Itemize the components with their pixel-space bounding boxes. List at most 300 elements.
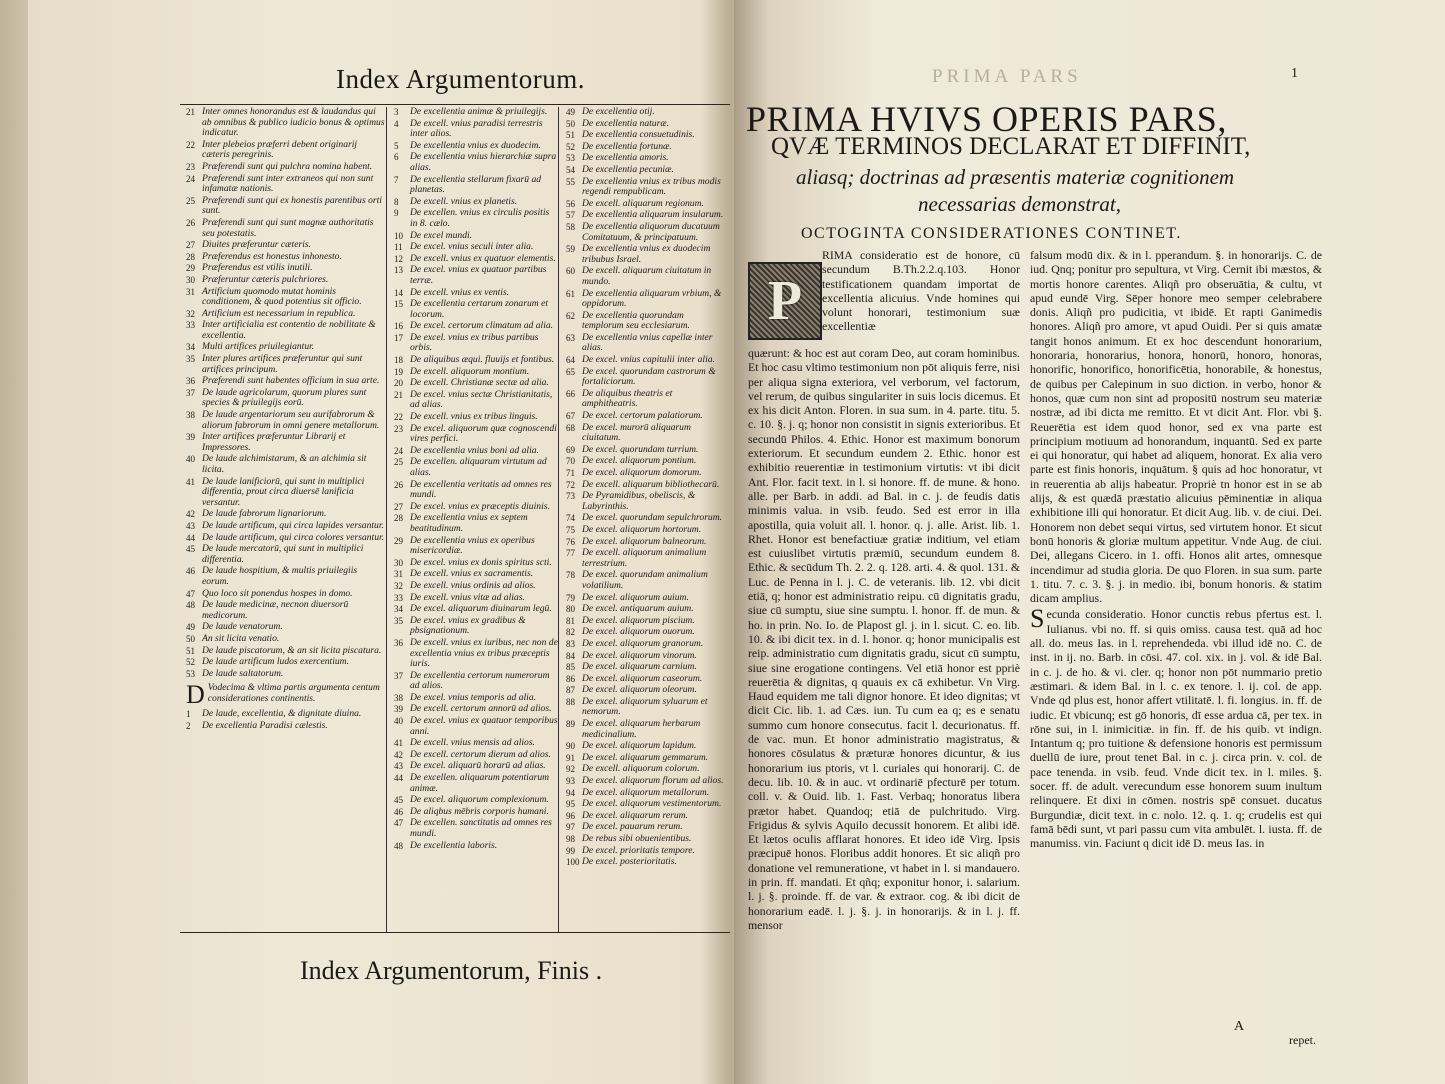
index-entry-text: De excel. quorundam animalium volatilium. bbox=[582, 569, 708, 591]
index-entry bbox=[394, 355, 558, 366]
index-entry-number: 24 bbox=[394, 445, 403, 456]
index-entry-text: De excell. aliquorum montium. bbox=[410, 365, 530, 377]
index-entry-number: 83 bbox=[566, 638, 575, 649]
index-entry bbox=[566, 423, 726, 444]
index-entry-number: 23 bbox=[394, 423, 403, 434]
index-entry-text: De excel. aliquorum ouorum. bbox=[582, 626, 695, 638]
index-entry-number: 47 bbox=[186, 588, 195, 599]
index-entry bbox=[566, 177, 726, 198]
index-entry-text: De excellentia consuetudinis. bbox=[582, 129, 695, 141]
index-entry bbox=[394, 446, 558, 457]
index-table bbox=[180, 104, 730, 933]
index-entry bbox=[566, 548, 726, 569]
index-entry bbox=[566, 210, 726, 221]
index-entry bbox=[394, 581, 558, 592]
index-entry bbox=[186, 721, 386, 732]
index-entry-number: 84 bbox=[566, 650, 575, 661]
paragraph-second-consideration bbox=[1030, 604, 1322, 851]
index-header: Index Argumentorum. bbox=[336, 64, 585, 94]
index-entry-text: De excel. aliquarum herbarum medicinalium. bbox=[582, 718, 701, 740]
index-entry-number: 81 bbox=[566, 615, 575, 626]
index-entry-number: 3 bbox=[394, 107, 399, 117]
index-entry-text: De excellentia vnius hierarchiæ supra alias. bbox=[410, 151, 557, 173]
index-entry bbox=[566, 537, 726, 548]
index-entry-text: De excel. certorum palatiorum. bbox=[582, 410, 703, 422]
index-entry bbox=[566, 153, 726, 164]
index-entry-text: Præferendi sunt qui pulchra nomina habent. bbox=[202, 160, 373, 172]
index-entry bbox=[566, 142, 726, 153]
index-entry-number: 72 bbox=[566, 479, 575, 490]
index-entry-number: 73 bbox=[566, 491, 575, 502]
index-entry-text: De excellentia vnius ex septem beatitudinum. bbox=[410, 512, 528, 534]
index-entry bbox=[394, 761, 558, 772]
index-entry-number: 42 bbox=[186, 509, 195, 520]
index-entry-text: De laude artificum ludos exercentium. bbox=[202, 656, 349, 668]
index-entry-text: Præferuntur cæteris pulchriores. bbox=[202, 273, 329, 285]
paragraph: quærunt: & hoc est aut coram Deo, aut coram hominibus. Et hoc casu vltimo testimonium non pōt aliquis ferre, nisi per aliqua signa exteriora, vel verborum, vel factorum, vel rerum, de quibus singulariter in suis locis dicemus. Et ex his dicit Anton. Floren. in sua sum. in 4. parte. titu. 5. c. 10. §. j. q; honor non consistit in signis exterioribus. Et secundū Philos. 4. Ethic. Honor est maximum bonorum exteriorum. Et secundum eundem 2. Ethic. honor est exhibitio reuerentiæ in testimonium virtutis: vt ibi dicit Ant. Flor. facit text. in l. si honore. ff. de mune. & hono. alle. per Barb. in addi. ad Bal. in c. j. de feudis datis minimis valua. in vsib. feudo. Sed est error in illa apostilla, quia voluit all. l. honor. q. j. alle. Arist. lib. 1. Rhet. Honor est benefactiuæ gratiæ inditium, vel etiam est cuiuslibet virtutis præmiū, secundum eundem 8. Ethic. & secūdum Th. 2. 2. q. 128. arti. 4. & quol. 131. & Luc. de Penna in l. j. C. de veteranis. lib. 12. vbi dicit etiā, q; honor est administratio reipu. cū dignitatis gradu, siue cū sumptu, siue sine sumptu. l. honor. ff. de mun. & ho. in prin. No. Io. de Plapost gl. j. in l. sicut. C. eo. lib. 10. & ibi dicit tex. in d. l. honor. q; honor municipalis est reip. administratio cum dignitatis gradu, sicut cū sumptu, siue sine erogatione contingens. Vel etiā honor est ppriè reuerētia & dignitas, q quauis ex cā exhibetur. Vn Virg. Haud equidem me tali dignor honore. Et ideo dignitas; vt dicit Cic. lib. 1. ad Cæs. iun. Tu cum ea q; es e senatu summo cum honore consecutus. facit l. decurionatus. ff. de vac. mun. Et honor administratio magistratus, & honores cōsulatus & præturæ honores dicuntur, & ius honorarium ius ptoris, vt l. curiales qui honorarij. C. de decu. lib. 10. & in auc. vt ordinariē pfecturē per totum. coll. v. & Ouid. lib. 1. Fast. Verbaq; honoratus libera prætor habet. Quandoq; etiā de pulchritudo. Virg. Frigidus & sylvis Aquilo decussit honorem. Et alibi idē. Et lætos oculis afflarat honores. Et ideo idē Virg. Ipsis præcipuē honos. Floribus addit honores. Et sic aliqñ pro donatione vel remuneratione, vt habet in l. si mandauero. in prin. ff. mandati. Et qñq; exponitur honor, i. salarium. l. j. §. proinde. ff. de var. & extraor. cog. & ibi dicit de honorarium eadē. l. j. §. j. in honorarijs. & in l. j. ff. mensor bbox=[748, 346, 1020, 932]
index-entry-number: 88 bbox=[566, 696, 575, 707]
index-entry-text: De excel. certorum climatum ad alia. bbox=[410, 320, 554, 332]
index-entry-number: 77 bbox=[566, 548, 575, 559]
index-entry-text: De excellentia pecuniæ. bbox=[582, 163, 674, 175]
index-entry-number: 28 bbox=[394, 513, 403, 524]
index-entry bbox=[394, 152, 558, 173]
index-entry-number: 22 bbox=[394, 412, 403, 423]
index-entry bbox=[566, 662, 726, 673]
index-entry-number: 34 bbox=[394, 604, 403, 615]
index-entry-number: 85 bbox=[566, 662, 575, 673]
section-heading: OCTOGINTA CONSIDERATIONES CONTINET. bbox=[801, 225, 1182, 242]
index-entry-number: 46 bbox=[394, 806, 403, 817]
index-entry bbox=[186, 320, 386, 341]
index-column-3 bbox=[566, 107, 726, 932]
index-entry-number: 8 bbox=[394, 196, 399, 207]
index-entry bbox=[394, 704, 558, 715]
index-entry-text: De excel. vnius capitulii inter alia. bbox=[582, 354, 715, 366]
index-entry-text: De excel. vnius temporis ad alia. bbox=[410, 691, 537, 703]
index-entry-text: An sit licita venatio. bbox=[202, 632, 280, 644]
index-entry-number: 5 bbox=[394, 140, 399, 151]
index-entry-number: 21 bbox=[186, 107, 195, 117]
index-entry-text: Inter artificialia est contentio de nobilitate & excellentia. bbox=[202, 319, 376, 341]
index-entry-text: De excell. vnius ex ventis. bbox=[410, 286, 510, 298]
index-entry-text: De aliqbus mēbris corporis humani. bbox=[410, 805, 549, 817]
index-entry-text: De excel mundi. bbox=[410, 229, 473, 241]
index-entry-text: Præferendus est vtilis inutili. bbox=[202, 262, 313, 274]
index-footer: Index Argumentorum, Finis . bbox=[300, 956, 603, 985]
index-entry bbox=[394, 321, 558, 332]
index-entry-number: 30 bbox=[186, 274, 195, 285]
part-title: PRIMA HVIVS OPERIS PARS, bbox=[746, 99, 1227, 139]
index-entry-number: 10 bbox=[394, 230, 403, 241]
index-entry-text: De excel. aliquorum domorum. bbox=[582, 467, 702, 478]
index-entry-number: 91 bbox=[566, 752, 575, 763]
index-entry bbox=[566, 776, 726, 787]
index-entry-number: 61 bbox=[566, 288, 575, 299]
body-text-column-2 bbox=[1030, 248, 1322, 1016]
index-entry-text: De excel. aliquorum auium. bbox=[582, 591, 689, 603]
index-entry bbox=[186, 140, 386, 161]
index-entry-text: De excel. aliquorum syluarum et nemorum. bbox=[582, 695, 708, 718]
index-entry-text: De excel. vnius sectæ Christianitatis, ad alias. bbox=[410, 388, 553, 411]
index-entry-text: De excellentia fortunæ. bbox=[582, 140, 672, 152]
index-entry-number: 35 bbox=[186, 354, 195, 365]
index-entry-text: De excellen. aliquarum virtutum ad alias. bbox=[410, 456, 547, 478]
index-entry bbox=[394, 818, 558, 839]
index-entry bbox=[186, 162, 386, 173]
index-entry-number: 86 bbox=[566, 673, 575, 684]
index-entry bbox=[394, 390, 558, 411]
index-entry-number: 45 bbox=[394, 795, 403, 806]
index-entry-number: 82 bbox=[566, 627, 575, 638]
index-heading-text: Vodecima & vltima partis argumenta centum considerationes continentis. bbox=[207, 682, 380, 704]
index-entry-text: De aliquibus æqui. fluuijs et fontibus. bbox=[410, 354, 555, 366]
index-entry-text: De excel. aliquorum granorum. bbox=[582, 637, 704, 649]
index-entry-number: 37 bbox=[186, 387, 195, 398]
index-entry bbox=[186, 600, 386, 621]
index-entry bbox=[566, 651, 726, 662]
index-entry bbox=[566, 355, 726, 366]
index-entry-text: De excel. quorundam castrorum & fortaliciorum. bbox=[582, 365, 716, 388]
decorated-initial-letter: P bbox=[767, 270, 803, 332]
index-entry-number: 89 bbox=[566, 719, 575, 730]
index-entry-text: De excellentia naturæ. bbox=[582, 117, 670, 129]
index-entry bbox=[394, 299, 558, 320]
index-entry-text: De excell. vnius ordinis ad alios. bbox=[410, 579, 536, 591]
index-entry-text: De excel. aliquorum quæ cognoscendi vires perfici. bbox=[410, 422, 557, 445]
index-entry-number: 20 bbox=[394, 378, 403, 389]
index-entry-number: 17 bbox=[394, 332, 403, 343]
index-entry bbox=[566, 685, 726, 696]
italic-line-2: necessarias demonstrat, bbox=[918, 192, 1121, 216]
index-entry-text: De excell. Christianæ sectæ ad alia. bbox=[410, 377, 549, 389]
index-entry-number: 55 bbox=[566, 176, 575, 187]
index-entry-text: De excel. aliquorum oleorum. bbox=[582, 684, 697, 696]
index-entry-number: 94 bbox=[566, 787, 575, 798]
index-entry bbox=[394, 107, 558, 118]
index-entry-number: 22 bbox=[186, 139, 195, 150]
index-entry-text: De excel. aliquarū horarū ad alias. bbox=[410, 760, 546, 772]
index-entry-number: 65 bbox=[566, 366, 575, 377]
index-entry bbox=[186, 263, 386, 274]
index-entry-number: 64 bbox=[566, 355, 575, 366]
index-entry-text: De excellen. sanctitatis ad omnes res mundi. bbox=[410, 817, 552, 839]
index-entry bbox=[186, 354, 386, 375]
index-entry bbox=[566, 674, 726, 685]
index-entry-number: 43 bbox=[186, 520, 195, 531]
index-entry bbox=[186, 657, 386, 668]
index-entry-text: Artificium quomodo mutat hominis conditionem, & quod potentius sit officio. bbox=[202, 285, 362, 308]
index-entry-text: De excel. aliquorum complexionum. bbox=[410, 794, 549, 806]
index-entry-text: De excellentia vnius ex duodecim. bbox=[410, 139, 541, 151]
index-entry-number: 93 bbox=[566, 776, 575, 787]
index-entry-text: De excellen. aliquarum potentiarum animæ. bbox=[410, 772, 550, 794]
index-entry bbox=[566, 130, 726, 141]
index-entry bbox=[186, 669, 386, 680]
index-entry-number: 39 bbox=[394, 704, 403, 715]
index-entry-number: 28 bbox=[186, 251, 195, 262]
index-entry bbox=[566, 289, 726, 310]
index-entry-text: De excel. posterioritatis. bbox=[582, 856, 677, 868]
index-entry-text: De excellentia vnius boni ad alia. bbox=[410, 444, 539, 456]
index-entry bbox=[394, 197, 558, 208]
index-entry-text: De excel. aliquarum rerum. bbox=[582, 809, 688, 821]
index-entry-number: 31 bbox=[186, 286, 195, 297]
index-entry-text: Inter artifices præferuntur Librarij et Impressores. bbox=[202, 431, 346, 453]
index-entry bbox=[566, 846, 726, 857]
index-entry bbox=[394, 671, 558, 692]
index-entry-text: De excel. aliquorum caseorum. bbox=[582, 672, 703, 684]
index-entry-number: 54 bbox=[566, 164, 575, 175]
index-entry bbox=[394, 604, 558, 615]
index-entry bbox=[186, 410, 386, 431]
index-entry bbox=[186, 533, 386, 544]
index-entry bbox=[186, 709, 386, 720]
index-entry bbox=[394, 231, 558, 242]
index-entry-text: De excellentia animæ & priuilegijs. bbox=[410, 107, 548, 117]
index-entry-text: De laude venatorum. bbox=[202, 621, 283, 633]
index-entry bbox=[394, 254, 558, 265]
index-entry-number: 39 bbox=[186, 432, 195, 443]
index-entry-number: 66 bbox=[566, 388, 575, 399]
index-entry bbox=[186, 646, 386, 657]
index-entry-number: 11 bbox=[394, 242, 403, 253]
index-entry-text: De excellentia certarum zonarum et locorum. bbox=[410, 298, 549, 320]
index-entry-text: De excell. aliquorum animalium terrestrium. bbox=[582, 547, 707, 569]
index-entry-text: De excellentia vnius ex tribus modis regendi rempublicam. bbox=[582, 175, 721, 198]
index-entry-text: De excel. vnius ex quatuor temporibus anni. bbox=[410, 715, 558, 737]
index-entry bbox=[394, 716, 558, 737]
index-entry-number: 6 bbox=[394, 152, 399, 163]
index-heading-initial: D bbox=[186, 680, 205, 710]
index-entry-text: De excellentia vnius capellæ inter alias. bbox=[582, 331, 713, 354]
index-entry bbox=[566, 822, 726, 833]
index-entry-number: 15 bbox=[394, 299, 403, 310]
index-entry bbox=[566, 719, 726, 740]
index-entry-number: 51 bbox=[566, 130, 575, 141]
index-entry-number: 40 bbox=[186, 454, 195, 465]
index-entry-text: De excell. vnius mensis ad alios. bbox=[410, 737, 535, 749]
index-entry bbox=[186, 509, 386, 520]
index-entry-number: 79 bbox=[566, 592, 575, 603]
index-entry-text: De excel. aliquorum balneorum. bbox=[582, 535, 707, 547]
index-entry bbox=[394, 738, 558, 749]
index-entry-number: 49 bbox=[566, 107, 575, 117]
index-entry bbox=[394, 502, 558, 513]
index-entry bbox=[566, 119, 726, 130]
index-entry-number: 58 bbox=[566, 221, 575, 232]
index-entry bbox=[566, 491, 726, 512]
index-entry bbox=[186, 622, 386, 633]
catchword: repet. bbox=[1289, 1033, 1316, 1047]
index-entry-number: 68 bbox=[566, 422, 575, 433]
index-entry-number: 37 bbox=[394, 670, 403, 681]
index-entry-number: 27 bbox=[186, 240, 195, 251]
index-entry-number: 13 bbox=[394, 265, 403, 276]
index-entry-text: De laude lanificiorū, qui sunt in multiplici differentia, prout circa diuersē lanificia versantur. bbox=[202, 475, 365, 508]
index-entry-text: De laude alchimistarum, & an alchimia sit licita. bbox=[202, 453, 367, 475]
index-entry-text: De excell. vnius paradisi terrestris inter alios. bbox=[410, 117, 543, 140]
index-entry-text: De excellentia certorum numerorum ad alios. bbox=[410, 669, 550, 692]
index-entry-text: De excellentia laboris. bbox=[410, 839, 498, 851]
index-entry-number: 78 bbox=[566, 570, 575, 581]
index-entry bbox=[566, 627, 726, 638]
index-entry-number: 33 bbox=[394, 592, 403, 603]
index-entry-text: De excel. aliquorum florum ad alios. bbox=[582, 775, 724, 787]
index-entry-text: De excel. murorū aliquarum ciuitatum. bbox=[582, 421, 691, 444]
index-entry-number: 29 bbox=[394, 535, 403, 546]
index-entry bbox=[394, 208, 558, 229]
index-entry bbox=[566, 199, 726, 210]
index-entry-number: 32 bbox=[394, 580, 403, 591]
index-entry-text: De excel. prioritatis tempore. bbox=[582, 844, 695, 856]
index-entry-number: 53 bbox=[186, 668, 195, 679]
index-entry bbox=[394, 558, 558, 569]
index-entry-number: 23 bbox=[186, 161, 195, 172]
index-entry-text: De excellentia veritatis ad omnes res mundi. bbox=[410, 478, 552, 501]
index-entry-text: De excell. vnius ex tribus linguis. bbox=[410, 411, 538, 423]
index-entry bbox=[394, 333, 558, 354]
index-entry-number: 9 bbox=[394, 208, 399, 219]
index-entry-text: De excel. vnius ex donis spiritus scti. bbox=[410, 556, 552, 568]
index-entry bbox=[394, 536, 558, 557]
index-entry bbox=[394, 424, 558, 445]
index-entry bbox=[566, 244, 726, 265]
index-entry bbox=[186, 107, 386, 139]
index-entry-number: 95 bbox=[566, 799, 575, 810]
index-entry bbox=[186, 196, 386, 217]
index-entry-number: 53 bbox=[566, 153, 575, 164]
index-entry bbox=[566, 525, 726, 536]
index-entry bbox=[186, 544, 386, 565]
index-entry-number: 26 bbox=[186, 217, 195, 228]
paragraph: RIMA consideratio est de honore, cū secundum B.Th.2.2.q.103. Honor testificationem quandam importat de excellentia alicuius. Vnde homines qui volunt honorari, testimonium suæ excellentiæ bbox=[822, 248, 1020, 334]
index-entry bbox=[186, 240, 386, 251]
index-entry-number: 43 bbox=[394, 761, 403, 772]
index-entry-number: 4 bbox=[394, 118, 399, 129]
decorated-initial bbox=[748, 262, 822, 340]
index-entry bbox=[566, 311, 726, 332]
index-entry-number: 48 bbox=[186, 600, 195, 611]
index-entry-text: De laude fabrorum lignariorum. bbox=[202, 508, 327, 520]
index-entry bbox=[186, 432, 386, 453]
index-entry-number: 16 bbox=[394, 321, 403, 332]
index-entry-number: 38 bbox=[186, 410, 195, 421]
index-entry-text: Inter omnes honorandus est & laudandus qui ab omnibus & publico iudicio bonus & optimus indicatur. bbox=[202, 107, 385, 139]
index-entry-number: 35 bbox=[394, 615, 403, 626]
index-entry-text: De excell. certorum dierum ad alios. bbox=[410, 748, 551, 760]
index-entry-text: De excellentia aliquorum ducatuum Comitatuum, & principatuum. bbox=[582, 220, 720, 243]
index-entry bbox=[186, 388, 386, 409]
index-entry-number: 2 bbox=[186, 720, 191, 731]
index-entry-number: 50 bbox=[186, 633, 195, 644]
index-entry-text: De excell. aliquarum bibliothecarū. bbox=[582, 478, 720, 490]
index-entry bbox=[566, 570, 726, 591]
index-entry bbox=[394, 841, 558, 852]
index-entry-text: De laude, excellentia, & dignitate diuina. bbox=[202, 708, 362, 720]
index-entry-text: De excellen. vnius ex circulis positis in 8. cælo. bbox=[410, 207, 550, 229]
index-entry bbox=[394, 378, 558, 389]
index-entry bbox=[566, 593, 726, 604]
index-entry bbox=[394, 807, 558, 818]
index-entry-text: De excellentia otij. bbox=[582, 107, 655, 117]
index-entry-number: 50 bbox=[566, 118, 575, 129]
index-entry bbox=[394, 593, 558, 604]
index-entry bbox=[566, 468, 726, 479]
index-entry-number: 74 bbox=[566, 513, 575, 524]
index-entry bbox=[186, 477, 386, 509]
index-entry-number: 96 bbox=[566, 810, 575, 821]
index-section-heading bbox=[186, 680, 386, 710]
paragraph-initial: S bbox=[1030, 604, 1045, 634]
index-entry bbox=[186, 634, 386, 645]
index-entry bbox=[394, 288, 558, 299]
body-text-beside-initial bbox=[822, 248, 1020, 346]
index-entry bbox=[394, 693, 558, 704]
index-entry-text: De excel. aliquorum pontium. bbox=[582, 455, 697, 467]
index-entry-text: De excel. vnius ex præceptis diuinis. bbox=[410, 500, 550, 512]
index-entry-text: De excell. vnius ex iuribus, nec non de excellentia vnius ex tribus præceptis iuris. bbox=[410, 636, 558, 670]
index-entry-number: 59 bbox=[566, 244, 575, 255]
index-entry bbox=[394, 773, 558, 794]
index-entry-text: De excell. vnius ex quatuor elementis. bbox=[410, 252, 556, 264]
index-entry-number: 56 bbox=[566, 198, 575, 209]
index-entry bbox=[566, 165, 726, 176]
index-entry bbox=[186, 589, 386, 600]
index-entry bbox=[566, 811, 726, 822]
index-entry-text: De excel. vnius ex tribus partibus orbis. bbox=[410, 331, 539, 354]
index-entry-number: 80 bbox=[566, 604, 575, 615]
index-entry-number: 36 bbox=[394, 637, 403, 648]
index-entry bbox=[566, 445, 726, 456]
index-entry bbox=[394, 616, 558, 637]
index-entry bbox=[186, 566, 386, 587]
running-head-showthrough: PRIMA PARS bbox=[932, 66, 1082, 87]
index-entry-text: De excell. vnius vitæ ad alias. bbox=[410, 591, 525, 603]
index-entry-text: Præferendi sunt habentes officium in sua arte. bbox=[202, 375, 380, 387]
index-entry-text: De laude medicinæ, necnon diuersorū medicorum. bbox=[202, 599, 349, 621]
index-entry-text: De laude artificum, qui circa colores versantur. bbox=[202, 531, 385, 543]
index-entry bbox=[186, 521, 386, 532]
index-column-1 bbox=[186, 107, 387, 932]
index-entry bbox=[566, 764, 726, 775]
index-entry-text: Quo loco sit ponendus hospes in domo. bbox=[202, 587, 353, 599]
index-entry-number: 67 bbox=[566, 411, 575, 422]
index-entry bbox=[394, 750, 558, 761]
index-entry-number: 24 bbox=[186, 173, 195, 184]
index-entry-text: De excellentia aliquarum vrbium, & oppidorum. bbox=[582, 287, 722, 310]
index-entry-text: De aliquibus theatris et amphitheatris. bbox=[582, 387, 673, 410]
index-entry bbox=[566, 639, 726, 650]
index-entry bbox=[186, 252, 386, 263]
index-entry-number: 38 bbox=[394, 692, 403, 703]
index-entry-number: 40 bbox=[394, 716, 403, 727]
index-entry-number: 90 bbox=[566, 741, 575, 752]
index-entry-text: De excel. aliquorum lapidum. bbox=[582, 740, 697, 752]
index-entry-number: 99 bbox=[566, 845, 575, 856]
index-entry-number: 49 bbox=[186, 622, 195, 633]
index-entry-number: 46 bbox=[186, 566, 195, 577]
index-entry-number: 26 bbox=[394, 479, 403, 490]
index-entry bbox=[566, 753, 726, 764]
index-entry bbox=[566, 266, 726, 287]
index-entry-number: 87 bbox=[566, 685, 575, 696]
index-entry-text: De excellentia aliquarum insularum. bbox=[582, 209, 724, 221]
index-entry bbox=[394, 412, 558, 423]
index-entry-number: 100 bbox=[566, 857, 580, 868]
index-entry bbox=[186, 454, 386, 475]
paragraph: falsum modū dix. & in l. pperandum. §. in honorarijs. C. de iud. Qnq; ponitur pro sepultura, vt Virg. Cernit ibi mæstos, & mortis honore carentes. Aliqñ pro obseruātia, & cultu, vt apud eundē Virg. Sēper honore meo semper celebrabere donis. Aliqñ pro pudicitia, vt ibidē. Et rapti Ganimedis honores. Aliqñ pro amore, vt apud Ouidi. Per si quis amatæ tangit honos animum. Et ex hoc descendunt honorarium, honoraria, honorarius, honora, honorū, honoro, honoras, honorific, honorifico, honorificētia, honorabile, & honestus, de quibus per Calepinum in suo diction. in verbo, honor & honos, quæ cum non sint ad propositū nostrum seu materiæ nostræ, ad ibi dicta me remitto. Et vt dicit Ant. Flor. vbi §. Reuerētia est idem quod honor, sed ex vna parte est principium motiuum ad honorandum, inquantū. Sed ex parte ei qui honoratur, qui habet ad aliquem, honorat. Ex alia vero parte est finis honoris, inquātum. § quis ad hoc honoratur, vt in reuerentia ab alijs habeatur. Propriè tn honor est in se ab alijs, & est quædā præstatio alicuius pēminentiæ in aliqua exhibitione illi qui honoratur. Et dicit Aug. lib. v. de ciui. Dei. Honorem non debet sequi virtus, sed virtutem honor. Et sicut bonū honoris & gloriæ multum appetitur. Vnde Aug. de ciui. Dei, allegans Cicero. in 1. offi. Honos alit artes, omnesque incendimur ad studia gloria. De quo Floren. in sua sum. parte 1. titu. 7. c. 3. §. j. in medio. ibi, bonum honoris. & statim dicam amplius. bbox=[1030, 248, 1322, 606]
